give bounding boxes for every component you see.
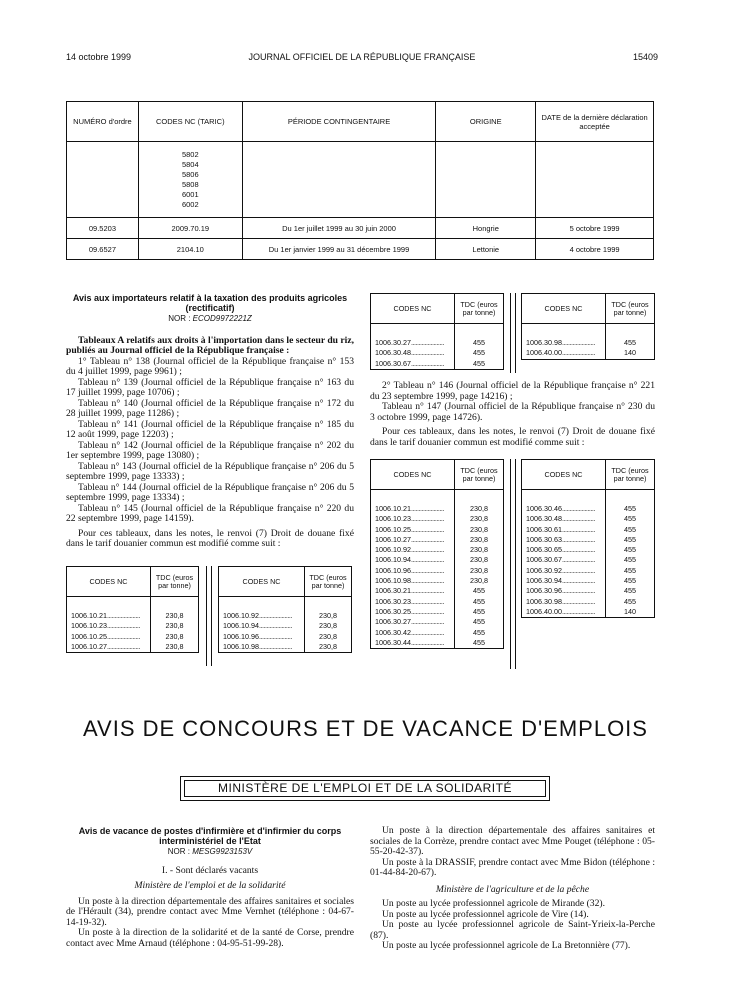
tdc-value: 455	[473, 348, 485, 358]
table-row	[371, 638, 504, 649]
quota-table	[66, 101, 654, 260]
leader-dots	[562, 576, 595, 585]
leader-dots	[259, 621, 292, 630]
header-origine: ORIGINE	[436, 102, 536, 142]
code-value: 1006.10.21	[71, 611, 107, 620]
table-row	[522, 586, 655, 596]
ministry-agri-subtitle: Ministère de l'agriculture et de la pêche	[435, 883, 590, 895]
code-cell	[67, 632, 151, 642]
leader-dots	[411, 628, 444, 637]
col-codes: CODES NC	[371, 460, 455, 490]
tdc-value: 230,8	[470, 514, 488, 524]
tdc-value: 455	[624, 586, 636, 596]
tdc-value: 230,8	[470, 576, 488, 586]
code-value: 1006.10.23	[375, 514, 411, 524]
code-cell	[219, 642, 305, 653]
tdc-value: 455	[473, 627, 485, 637]
cell-date: 4 octobre 1999	[536, 239, 654, 260]
code-cell	[371, 555, 455, 565]
code-item: 5802	[181, 149, 199, 159]
leader-dots	[411, 359, 444, 368]
tableau-item: Tableau n° 139 (Journal officiel de la République française n° 163 du 17 juillet 1999, page 10706) ;	[66, 376, 354, 398]
code-value: 1006.30.42	[375, 627, 411, 637]
tableau-item: 1° Tableau n° 138 (Journal officiel de la République française n° 153 du 4 juillet 1999, page 9961) ;	[66, 355, 354, 377]
tdc-value: 230,8	[319, 631, 337, 641]
code-cell	[371, 525, 455, 535]
code-cell	[371, 576, 455, 586]
cell-periode: Du 1er juillet 1999 au 30 juin 2000	[242, 218, 436, 239]
tdc-value: 455	[473, 586, 485, 596]
nor-code: MESG9923153V	[192, 847, 253, 856]
code-value: 1006.30.21	[375, 586, 411, 596]
code-cell	[67, 621, 151, 631]
table-row	[371, 348, 504, 358]
code-cell	[371, 514, 455, 524]
tdc-value: 230,8	[470, 534, 488, 544]
code-value: 1006.30.44	[375, 637, 411, 647]
tableau-item: Tableau n° 140 (Journal officiel de la République française n° 172 du 28 juillet 1999, page 11286) ;	[66, 397, 354, 419]
code-cell	[371, 617, 455, 627]
tdc-table-a-right	[218, 566, 352, 653]
leader-dots	[411, 586, 444, 595]
agri-paragraph: Un poste au lycée professionnel agricole de La Bretonnière (77).	[382, 940, 631, 951]
code-cell	[67, 597, 151, 622]
table-row	[522, 535, 655, 545]
vacance-paragraph: Un poste à la direction départementale des affaires sanitaires et sociales de la Corrèze, prendre contact avec Mme Pouget (téléphone : 05-55-20-42-37).	[370, 825, 655, 857]
table-row	[522, 597, 655, 607]
code-item: 5806	[181, 169, 199, 179]
divider	[510, 459, 511, 669]
table-row	[371, 555, 504, 565]
tdc-value: 230,8	[165, 611, 184, 620]
table-row	[371, 628, 504, 638]
code-value: 1006.30.67	[526, 555, 562, 565]
nor-line	[66, 847, 354, 858]
leader-dots	[562, 566, 595, 575]
table-row	[371, 359, 504, 370]
nor-code: ECOD9972221Z	[192, 314, 252, 323]
table-row	[522, 555, 655, 565]
tdc-value: 230,8	[165, 621, 184, 631]
tdc-table-c-left	[370, 459, 504, 649]
ministry-label: MINISTÈRE DE L'EMPLOI ET DE LA SOLIDARITÉ	[218, 781, 512, 795]
agri-paragraph: Un poste au lycée professionnel agricole de Vire (14).	[382, 908, 589, 920]
tdc-value: 455	[624, 576, 636, 586]
code-value: 1006.10.98	[375, 576, 411, 586]
nor-line	[66, 314, 354, 325]
code-value: 1006.10.25	[71, 631, 107, 641]
tableau-item: Tableau n° 141 (Journal officiel de la République française n° 185 du 12 août 1999, page 12203) ;	[66, 418, 354, 440]
code-item: 5808	[181, 179, 199, 189]
leader-dots	[411, 607, 444, 616]
tdc-table-b-left	[370, 293, 504, 370]
code-cell	[522, 597, 606, 607]
code-value: 1006.10.96	[375, 565, 411, 575]
code-value: 1006.10.94	[375, 555, 411, 565]
code-cell	[371, 638, 455, 649]
tableau-item: Tableau n° 144 (Journal officiel de la République française n° 206 du 5 septembre 1999, page 13334) ;	[66, 481, 354, 503]
vacance-subtitle: I. - Sont déclarés vacants	[161, 864, 259, 876]
leader-dots	[562, 555, 595, 564]
divider	[510, 293, 511, 373]
code-value: 1006.10.27	[375, 534, 411, 544]
table-row	[371, 576, 504, 586]
tdc-table-a-left	[66, 566, 199, 653]
table-row	[371, 324, 504, 349]
cell-codes: 2009.70.19	[138, 218, 242, 239]
divider	[211, 566, 212, 666]
table-row	[67, 621, 199, 631]
tdc-value: 230,8	[319, 641, 337, 651]
leader-dots	[562, 545, 595, 554]
vacance-paragraph: Un poste à la direction de la solidarité et de la santé de Corse, prendre contact avec Mme Arnaud (téléphone : 04-95-51-99-28).	[66, 927, 354, 949]
code-cell	[371, 535, 455, 545]
cell-numero: 09.5203	[67, 218, 139, 239]
cell-origine: Lettonie	[436, 239, 536, 260]
tdc-value: 140	[624, 348, 636, 358]
code-value: 1006.30.65	[526, 545, 562, 555]
col-tdc: TDC (euros par tonne)	[151, 567, 199, 597]
code-value: 1006.10.23	[71, 621, 107, 631]
tdc-value: 230,8	[470, 524, 488, 534]
code-cell	[522, 555, 606, 565]
table-row	[371, 490, 504, 515]
code-cell	[522, 586, 606, 596]
col-codes: CODES NC	[219, 567, 305, 597]
divider	[515, 459, 516, 669]
col-tdc: TDC (euros par tonne)	[455, 460, 504, 490]
vacance-title: Avis de vacance de postes d'infirmière et d'infirmier du corps interministériel de l'Etat	[78, 826, 342, 846]
code-value: 1006.30.98	[526, 338, 562, 347]
tdc-value: 455	[624, 596, 636, 606]
leader-dots	[562, 338, 595, 347]
leader-dots	[562, 586, 595, 595]
divider	[206, 566, 207, 666]
leader-dots	[562, 348, 595, 357]
note-paragraph-2: Pour ces tableaux, dans les notes, le renvoi (7) Droit de douane fixé dans le tarif douanier commun est modifié comme suit :	[370, 426, 655, 448]
cell-codes: 2104.10	[138, 239, 242, 260]
leader-dots	[107, 632, 140, 641]
header-numero: NUMÉRO d'ordre	[67, 102, 139, 142]
header-codes: CODES NC (TARIC)	[138, 102, 242, 142]
table-row	[67, 597, 199, 622]
tableaux-list	[66, 357, 354, 525]
leader-dots	[411, 535, 444, 544]
tdc-value: 230,8	[319, 621, 337, 631]
item-147: Tableau n° 147 (Journal officiel de la République française n° 230 du 3 octobre 1999, page 14726).	[370, 401, 655, 423]
code-value: 1006.10.96	[223, 631, 259, 641]
cell-origine: Hongrie	[436, 218, 536, 239]
leader-dots	[411, 514, 444, 523]
code-value: 1006.30.23	[375, 596, 411, 606]
vacance-right-column	[370, 826, 655, 952]
table-row	[522, 566, 655, 576]
table-row	[371, 525, 504, 535]
tdc-value: 455	[624, 555, 636, 565]
code-cell	[522, 576, 606, 586]
table-row	[219, 642, 352, 653]
code-item: 5804	[181, 159, 199, 169]
table-row	[522, 490, 655, 515]
header-page-number: 15409	[632, 52, 658, 62]
code-cell	[371, 545, 455, 555]
table-row	[219, 621, 352, 631]
leader-dots	[411, 576, 444, 585]
tdc-value: 230,8	[165, 641, 184, 651]
tableau-item: Tableau n° 143 (Journal officiel de la République française n° 206 du 5 septembre 1999, page 13333) ;	[66, 460, 354, 482]
header-periode: PÉRIODE CONTINGENTAIRE	[242, 102, 436, 142]
code-cell	[219, 597, 305, 622]
code-cell	[522, 348, 606, 359]
table-row	[522, 607, 655, 618]
table-row	[371, 545, 504, 555]
tableaux-146-147	[370, 381, 655, 448]
code-value: 1006.30.27	[375, 617, 411, 627]
leader-dots	[562, 525, 595, 534]
table-row	[219, 597, 352, 622]
tableau-item: Tableau n° 145 (Journal officiel de la République française n° 220 du 22 septembre 1999, page 14159).	[66, 502, 354, 524]
leader-dots	[562, 607, 595, 616]
table-row	[371, 535, 504, 545]
tdc-table-c-right	[521, 459, 655, 618]
table-row	[522, 348, 655, 359]
code-cell	[522, 607, 606, 618]
tdc-value: 455	[624, 514, 636, 524]
code-value: 1006.30.96	[526, 586, 562, 596]
tdc-value: 230,8	[470, 545, 488, 555]
code-cell	[522, 566, 606, 576]
tdc-value: 455	[473, 606, 485, 616]
table-row	[371, 597, 504, 607]
tdc-value: 140	[624, 606, 636, 616]
cell-periode: Du 1er janvier 1999 au 31 décembre 1999	[242, 239, 436, 260]
code-cell	[371, 359, 455, 370]
code-cell	[371, 586, 455, 596]
vacance-paragraph: Un poste à la direction départementale des affaires sanitaires et sociales de l'Hérault (34), prendre contact avec Mme Vernhet (téléphone : 04-67-14-19-32).	[66, 895, 354, 928]
code-item: 6001	[181, 189, 199, 199]
tableau-item: Tableau n° 142 (Journal officiel de la République française n° 202 du 1er septembre 1999, page 13080) ;	[66, 439, 354, 461]
cell-numero: 09.6527	[67, 239, 139, 260]
table-row	[67, 142, 654, 218]
code-value: 1006.30.25	[375, 606, 411, 616]
codes-list	[182, 150, 199, 210]
vacance-left-column	[66, 826, 354, 949]
leader-dots	[411, 348, 444, 357]
code-cell	[371, 566, 455, 576]
table-row	[522, 525, 655, 535]
table-row	[371, 514, 504, 524]
table-row	[67, 632, 199, 642]
table-row	[522, 514, 655, 524]
leader-dots	[411, 566, 444, 575]
leader-dots	[411, 617, 444, 626]
agri-paragraph: Un poste au lycée professionnel agricole de Saint-Yrieix-la-Perche (87).	[370, 919, 655, 941]
page-header	[66, 52, 658, 66]
tdc-value: 455	[624, 545, 636, 555]
tdc-value: 455	[624, 524, 636, 534]
header-journal: JOURNAL OFFICIEL DE LA RÉPUBLIQUE FRANÇAISE	[248, 52, 476, 62]
intro-paragraph: Tableaux A relatifs aux droits à l'importation dans le secteur du riz, publiés au Journal officiel de la République française :	[66, 334, 354, 356]
code-cell	[371, 597, 455, 607]
nor-label: NOR :	[167, 847, 190, 856]
table-row	[371, 607, 504, 617]
tdc-value: 455	[473, 596, 485, 606]
agri-paragraph: Un poste au lycée professionnel agricole de Mirande (32).	[382, 898, 605, 909]
code-cell	[219, 621, 305, 631]
code-cell	[522, 324, 606, 349]
item-146: 2° Tableau n° 146 (Journal officiel de la République française n° 221 du 23 septembre 1999, page 14216) ;	[370, 380, 655, 402]
code-value: 1006.10.27	[71, 641, 107, 651]
code-value: 1006.30.48	[375, 348, 411, 358]
header-date: 14 octobre 1999	[66, 52, 132, 62]
leader-dots	[411, 555, 444, 564]
code-cell	[522, 535, 606, 545]
col-codes: CODES NC	[371, 294, 455, 324]
code-cell	[522, 525, 606, 535]
col-codes: CODES NC	[67, 567, 151, 597]
ministry-box	[180, 776, 550, 801]
tdc-value: 230,8	[470, 555, 488, 565]
code-value: 1006.40.00	[526, 348, 562, 358]
tdc-value: 455	[473, 637, 485, 647]
tdc-value: 455	[624, 565, 636, 575]
table-row	[67, 239, 654, 260]
code-value: 1006.30.92	[526, 565, 562, 575]
tdc-value: 455	[624, 504, 636, 513]
code-cell	[371, 348, 455, 358]
tdc-value: 230,8	[470, 565, 488, 575]
code-value: 1006.30.61	[526, 524, 562, 534]
code-cell	[371, 607, 455, 617]
leader-dots	[411, 597, 444, 606]
code-value: 1006.30.27	[375, 338, 411, 347]
leader-dots	[562, 504, 595, 513]
col-tdc: TDC (euros par tonne)	[606, 460, 655, 490]
table-row	[67, 218, 654, 239]
col-tdc: TDC (euros par tonne)	[455, 294, 504, 324]
code-cell	[371, 628, 455, 638]
col-tdc: TDC (euros par tonne)	[305, 567, 352, 597]
ministry-subtitle: Ministère de l'emploi et de la solidarité	[134, 880, 286, 891]
code-value: 1006.10.21	[375, 504, 411, 513]
code-cell	[522, 545, 606, 555]
code-value: 1006.30.48	[526, 514, 562, 524]
vacance-paragraph: Un poste à la DRASSIF, prendre contact avec Mme Bidon (téléphone : 01-44-84-20-67).	[370, 856, 655, 878]
code-cell	[219, 632, 305, 642]
code-cell	[371, 490, 455, 515]
leader-dots	[411, 504, 444, 513]
tdc-value: 230,8	[165, 631, 184, 641]
leader-dots	[411, 638, 444, 647]
col-codes: CODES NC	[522, 460, 606, 490]
table-row	[522, 576, 655, 586]
article-title: Avis aux importateurs relatif à la taxation des produits agricoles (rectificatif)	[72, 293, 348, 313]
tdc-value: 455	[624, 534, 636, 544]
divider	[515, 293, 516, 373]
tdc-value: 455	[624, 338, 636, 347]
table-row	[219, 632, 352, 642]
tdc-table-b-right	[521, 293, 655, 360]
leader-dots	[562, 514, 595, 523]
table-row	[522, 545, 655, 555]
leader-dots	[259, 642, 292, 651]
code-value: 1006.10.92	[375, 545, 411, 555]
code-value: 1006.40.00	[526, 606, 562, 616]
leader-dots	[107, 642, 140, 651]
tdc-value: 455	[473, 617, 485, 627]
table-row	[522, 324, 655, 349]
tdc-value: 230,8	[319, 611, 337, 620]
leader-dots	[107, 611, 140, 620]
leader-dots	[411, 525, 444, 534]
code-cell	[522, 490, 606, 515]
code-value: 1006.10.94	[223, 621, 259, 631]
code-cell	[522, 514, 606, 524]
section-title: AVIS DE CONCOURS ET DE VACANCE D'EMPLOIS	[83, 716, 648, 741]
leader-dots	[411, 338, 444, 347]
code-value: 1006.10.25	[375, 524, 411, 534]
header-date: DATE de la dernière déclaration acceptée	[536, 102, 654, 142]
table-row	[371, 566, 504, 576]
code-value: 1006.30.67	[375, 358, 411, 368]
code-cell	[371, 324, 455, 349]
leader-dots	[107, 621, 140, 630]
code-value: 1006.30.94	[526, 576, 562, 586]
avis-importateurs	[66, 293, 354, 550]
code-value: 1006.30.46	[526, 504, 562, 513]
cell-date: 5 octobre 1999	[536, 218, 654, 239]
leader-dots	[259, 611, 292, 620]
leader-dots	[411, 545, 444, 554]
leader-dots	[259, 632, 292, 641]
leader-dots	[562, 597, 595, 606]
table-row	[371, 586, 504, 596]
code-cell	[67, 642, 151, 653]
tdc-value: 230,8	[470, 504, 488, 513]
table-row	[371, 617, 504, 627]
tdc-value: 455	[473, 358, 485, 368]
col-codes: CODES NC	[522, 294, 606, 324]
note-paragraph: Pour ces tableaux, dans les notes, le renvoi (7) Droit de douane fixé dans le tarif douanier commun est modifié comme suit :	[66, 527, 354, 549]
code-value: 1006.30.63	[526, 534, 562, 544]
code-value: 1006.10.92	[223, 611, 259, 620]
code-value: 1006.10.98	[223, 641, 259, 651]
code-item: 6002	[181, 199, 199, 209]
tdc-value: 455	[473, 338, 485, 347]
col-tdc: TDC (euros par tonne)	[606, 294, 655, 324]
code-value: 1006.30.98	[526, 596, 562, 606]
leader-dots	[562, 535, 595, 544]
table-row	[67, 642, 199, 653]
nor-label: NOR :	[168, 314, 191, 323]
